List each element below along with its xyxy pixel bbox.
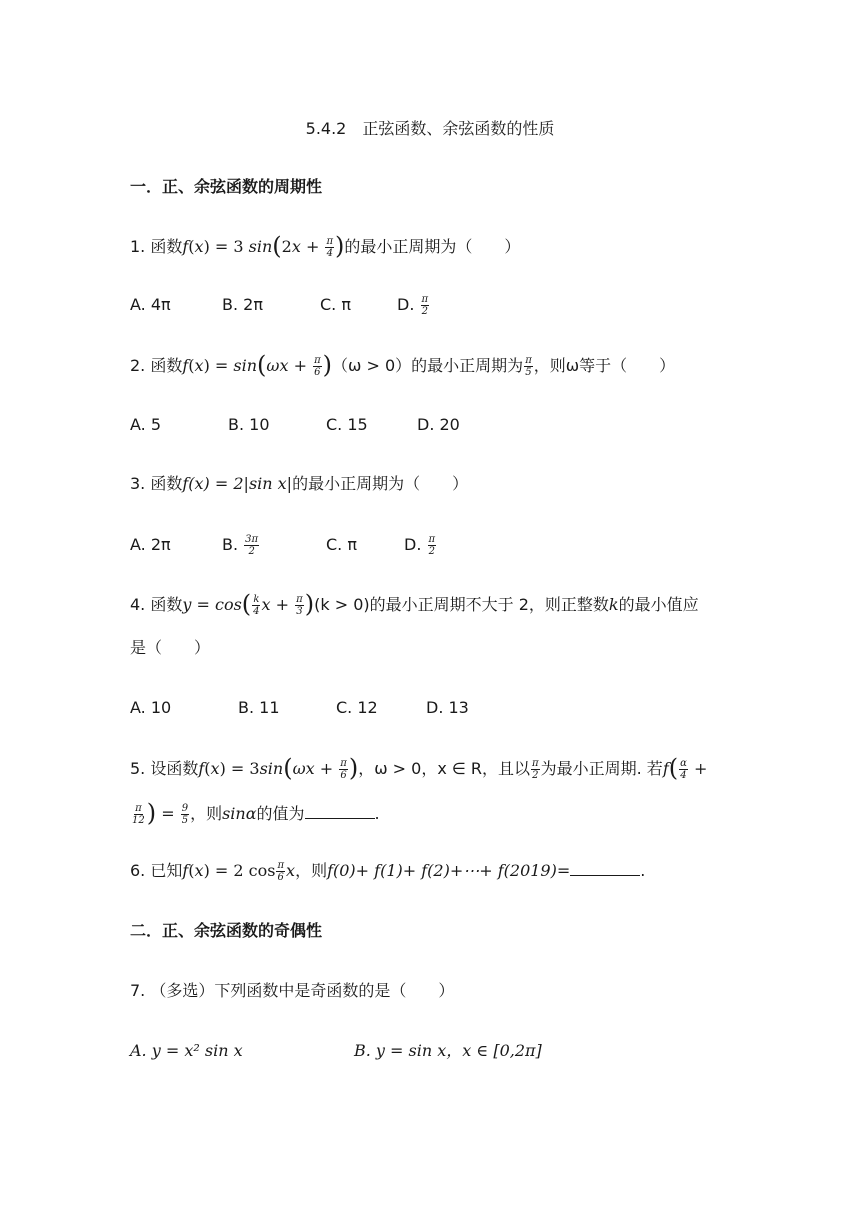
- option-d: D. $\frac{\pi}{2}$: [397, 294, 429, 317]
- option-b: B. 10: [228, 415, 270, 434]
- option-b: B. 2π: [222, 295, 263, 314]
- option-d: D. 20: [417, 415, 460, 434]
- answer-blank[interactable]: [305, 804, 375, 819]
- section-heading-periodicity: 一．正、余弦函数的周期性: [130, 177, 323, 196]
- option-a: A. y = x² sin x: [130, 1041, 243, 1060]
- section-heading-parity: 二．正、余弦函数的奇偶性: [130, 921, 323, 940]
- question-6: 6. 已知f(x) = 2 cos $\frac{\pi}{6}$ x，则f(0)+ f(1)+ f(2)+⋯+ f(2019)= .: [130, 860, 646, 883]
- page-title: 5.4.2 正弦函数、余弦函数的性质: [305, 119, 555, 138]
- option-b: B. y = sin x，x ∈ [0,2π]: [354, 1041, 542, 1060]
- option-d: D. $\frac{\pi}{2}$: [404, 534, 436, 557]
- question-4-line2: 是（ ）: [130, 638, 211, 657]
- question-3: 3. 函数f(x) = 2|sin x|的最小正周期为（ ）: [130, 474, 469, 493]
- option-a: A. 5: [130, 415, 162, 434]
- question-5-line2: $\frac{\pi}{12}$ ) = $\frac{9}{5}$ ，则sinα的值为 .: [132, 798, 380, 827]
- question-7: 7. （多选）下列函数中是奇函数的是（ ）: [130, 981, 455, 1000]
- formula-q1: f: [182, 237, 189, 256]
- option-c: C. π: [320, 295, 351, 314]
- question-2: 2. 函数f(x) = sin(ωx + $\frac{\pi}{6}$ )（ω > 0）的最小正周期为 $\frac{\pi}{5}$ ，则ω等于（ ）: [130, 350, 676, 379]
- option-d: D. 13: [426, 698, 469, 717]
- option-a: A. 4π: [130, 295, 171, 314]
- formula-q3: f(x) = 2|sin x|: [182, 474, 293, 493]
- question-1: 1. 函数f(x) = 3 sin(2x + $\frac{\pi}{4}$ )的最小正周期为（ ）: [130, 231, 521, 260]
- option-c: C. 12: [336, 698, 378, 717]
- option-c: C. π: [326, 535, 357, 554]
- option-c: C. 15: [326, 415, 368, 434]
- option-b: B. $\frac{3\pi}{2}$: [222, 534, 259, 557]
- option-a: A. 2π: [130, 535, 171, 554]
- option-a: A. 10: [130, 698, 172, 717]
- answer-blank[interactable]: [570, 861, 640, 876]
- question-5: 5. 设函数f(x) = 3sin(ωx + $\frac{\pi}{6}$ )，ω > 0，x ∈ R，且以 $\frac{\pi}{2}$ 为最小正周期. 若f( $\frac{\alpha}{4}$ +: [130, 753, 708, 782]
- question-4: 4. 函数y = cos( $\frac{k}{4}$ x + $\frac{\pi}{3}$ )(k > 0)的最小正周期不大于 2，则正整数k的最小值应: [130, 589, 699, 618]
- option-b: B. 11: [238, 698, 280, 717]
